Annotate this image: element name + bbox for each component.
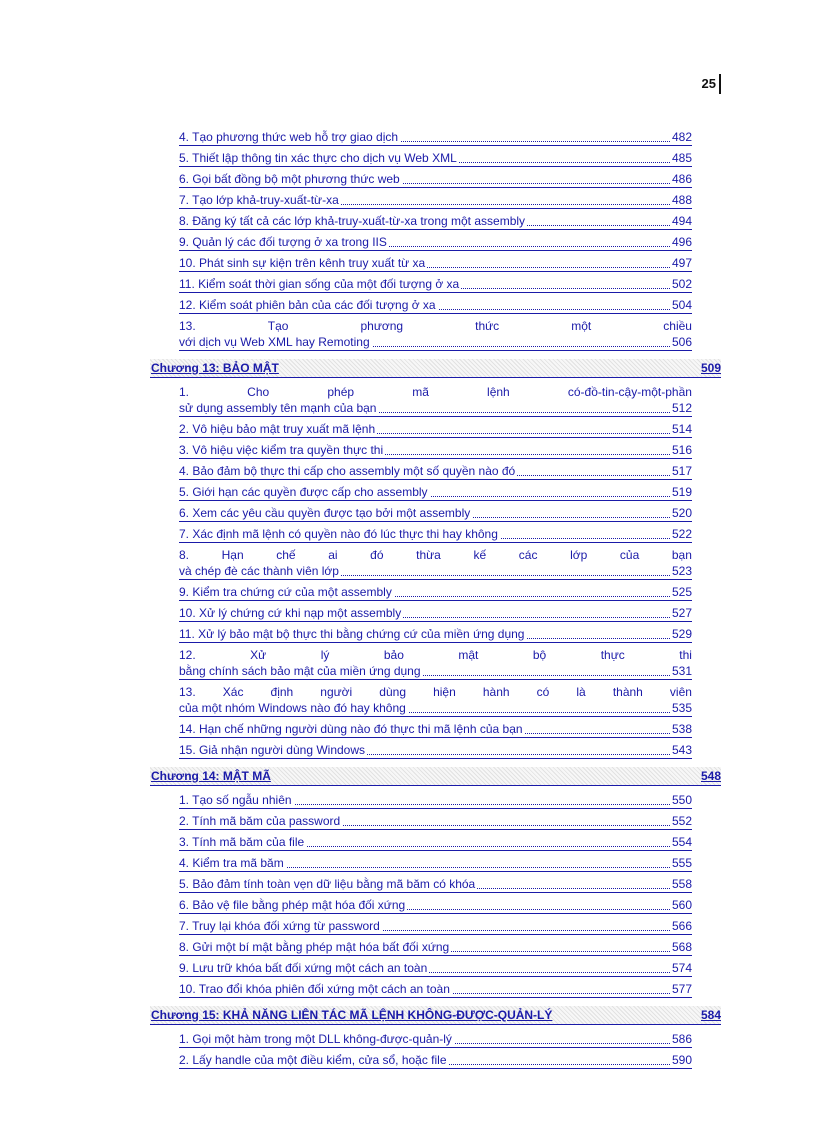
toc-page-number: 566: [671, 919, 692, 933]
toc-word: ai: [328, 548, 338, 562]
toc-word: thành: [612, 685, 643, 699]
toc-word: bảo: [383, 648, 404, 662]
toc-entry[interactable]: [179, 605, 692, 622]
toc-page-number: 574: [671, 961, 692, 975]
chapter-heading[interactable]: [150, 359, 721, 378]
toc-entry-title: 6. Gọi bất đồng bộ một phương thức web: [179, 172, 400, 186]
toc-entry-title: 4. Kiểm tra mã băm: [179, 856, 284, 870]
toc-entry[interactable]: [179, 918, 692, 935]
toc-page-number: 552: [671, 814, 692, 828]
toc-entry-title: 6. Xem các yêu cầu quyền được tạo bởi một assembly: [179, 506, 471, 520]
toc-entry[interactable]: [179, 463, 692, 480]
toc-entry[interactable]: [179, 484, 692, 501]
toc-entry-title: 1. Gọi một hàm trong một DLL không-được-quản-lý: [179, 1032, 452, 1046]
toc-word: Tạo: [267, 319, 289, 333]
toc-entry[interactable]: [179, 276, 692, 293]
table-of-contents: [150, 125, 721, 1069]
toc-page-number: 555: [671, 856, 692, 870]
toc-word: 12.: [179, 648, 196, 662]
toc-word: thức: [475, 319, 500, 333]
toc-entry-title: 9. Lưu trữ khóa bất đối xứng một cách an toàn: [179, 961, 428, 975]
toc-word: các: [518, 548, 538, 562]
toc-entry-second-line: [179, 334, 692, 350]
toc-word: bạn: [671, 548, 692, 562]
toc-page-number: 488: [671, 193, 692, 207]
toc-entry[interactable]: [179, 442, 692, 459]
toc-page-number: 543: [671, 743, 692, 757]
toc-entry-title: 3. Tính mã băm của file: [179, 835, 305, 849]
toc-entry-title: 10. Phát sinh sự kiện trên kênh truy xuất từ xa: [179, 256, 426, 270]
toc-word: Cho: [247, 385, 270, 399]
toc-entry[interactable]: [179, 1052, 692, 1069]
toc-entry-title: 10. Xử lý chứng cứ khi nạp một assembly: [179, 606, 402, 620]
toc-entry[interactable]: [179, 234, 692, 251]
toc-page-number: 504: [671, 298, 692, 312]
toc-entry[interactable]: [179, 505, 692, 522]
chapter-title: Chương 13: BẢO MẬT: [151, 361, 279, 375]
toc-entry[interactable]: [179, 792, 692, 809]
toc-entry[interactable]: [179, 213, 692, 230]
toc-page-number: 486: [671, 172, 692, 186]
toc-word: thừa: [416, 548, 441, 562]
toc-word: hành: [482, 685, 510, 699]
toc-word: 8.: [179, 548, 190, 562]
toc-word: lớp: [570, 548, 588, 562]
toc-page-number: 496: [671, 235, 692, 249]
toc-entry-title: 1. Tạo số ngẫu nhiên: [179, 793, 292, 807]
toc-page-number: 554: [671, 835, 692, 849]
toc-entry-title: của một nhóm Windows nào đó hay không: [179, 701, 406, 715]
toc-entry-second-line: [179, 400, 692, 416]
toc-entry[interactable]: [179, 297, 692, 314]
toc-entry[interactable]: [179, 129, 692, 146]
chapter-page-number: 548: [700, 769, 721, 783]
toc-entry-title: 7. Tạo lớp khả-truy-xuất-từ-xa: [179, 193, 339, 207]
toc-entry[interactable]: [179, 960, 692, 977]
toc-word: thực: [600, 648, 625, 662]
toc-word: mật: [458, 648, 479, 662]
toc-page-number: 522: [671, 527, 692, 541]
toc-page-number: 568: [671, 940, 692, 954]
toc-page-number: 535: [671, 701, 692, 715]
toc-entry[interactable]: [179, 150, 692, 167]
toc-entry[interactable]: [179, 834, 692, 851]
toc-entry[interactable]: [179, 547, 692, 580]
toc-entry-first-line: [179, 547, 692, 563]
toc-page-number: 529: [671, 627, 692, 641]
toc-entry-title: 8. Đăng ký tất cả các lớp khả-truy-xuất-từ-xa trong một assembly: [179, 214, 526, 228]
toc-page-number: 558: [671, 877, 692, 891]
toc-word: 13.: [179, 685, 196, 699]
toc-entry-title: 11. Xử lý bảo mật bộ thực thi bằng chứng cứ của miền ứng dụng: [179, 627, 525, 641]
toc-entry-second-line: [179, 563, 692, 579]
toc-page-number: 506: [671, 335, 692, 349]
toc-word: Xử: [250, 648, 267, 662]
toc-entry-second-line: [179, 663, 692, 679]
toc-entry-title: 2. Vô hiệu bảo mật truy xuất mã lệnh: [179, 422, 376, 436]
toc-word: phép: [327, 385, 355, 399]
toc-entry-title: 14. Hạn chế những người dùng nào đó thực thi mã lệnh của bạn: [179, 722, 523, 736]
toc-entry-title: 15. Giả nhận người dùng Windows: [179, 743, 366, 757]
toc-word: 1.: [179, 385, 190, 399]
toc-word: định: [270, 685, 294, 699]
toc-page-number: 538: [671, 722, 692, 736]
toc-entry[interactable]: [179, 1031, 692, 1048]
toc-entry[interactable]: [179, 526, 692, 543]
page-number-rule: [719, 74, 721, 94]
toc-word: là: [576, 685, 586, 699]
toc-entry[interactable]: [179, 721, 692, 738]
toc-entry-first-line: [179, 384, 692, 400]
toc-word: kế: [473, 548, 487, 562]
toc-entry[interactable]: [179, 626, 692, 643]
toc-word: thi: [679, 648, 692, 662]
toc-entry-title: 5. Giới hạn các quyền được cấp cho assembly: [179, 485, 428, 499]
toc-page-number: 494: [671, 214, 692, 228]
toc-entry-first-line: [179, 318, 692, 334]
toc-entry-title: 2. Tính mã băm của password: [179, 814, 341, 828]
toc-word: đó: [370, 548, 384, 562]
toc-page-number: 523: [671, 564, 692, 578]
toc-page-number: 520: [671, 506, 692, 520]
toc-entry-title: 6. Bảo vệ file bằng phép mật hóa đối xứng: [179, 898, 406, 912]
toc-entry-title: 8. Gửi một bí mật bằng phép mật hóa bất đối xứng: [179, 940, 450, 954]
toc-entry-title: 11. Kiểm soát thời gian sống của một đối tượng ở xa: [179, 277, 460, 291]
toc-page-number: 590: [671, 1053, 692, 1067]
toc-page-number: 531: [671, 664, 692, 678]
chapter-heading[interactable]: [150, 767, 721, 786]
toc-entry-title: 4. Bảo đảm bộ thực thi cấp cho assembly một số quyền nào đó: [179, 464, 516, 478]
toc-word: của: [619, 548, 640, 562]
toc-entry[interactable]: [179, 742, 692, 759]
toc-word: Hạn: [221, 548, 244, 562]
toc-entry[interactable]: [179, 384, 692, 417]
chapter-page-number: 509: [700, 361, 721, 375]
toc-entry-title: 9. Kiểm tra chứng cứ của một assembly: [179, 585, 392, 599]
toc-entry[interactable]: [179, 647, 692, 680]
toc-entry[interactable]: [179, 897, 692, 914]
toc-page-number: 577: [671, 982, 692, 996]
toc-entry-title: 5. Thiết lập thông tin xác thực cho dịch vụ Web XML: [179, 151, 457, 165]
toc-page-number: 517: [671, 464, 692, 478]
toc-word: chế: [276, 548, 296, 562]
toc-entry-first-line: [179, 647, 692, 663]
toc-page-number: 502: [671, 277, 692, 291]
toc-entry[interactable]: [179, 192, 692, 209]
toc-entry[interactable]: [179, 255, 692, 272]
toc-word: mã: [412, 385, 429, 399]
toc-entry-title: 7. Xác định mã lệnh có quyền nào đó lúc thực thi hay không: [179, 527, 498, 541]
toc-entry[interactable]: [179, 421, 692, 438]
toc-entry-title: 9. Quản lý các đối tượng ở xa trong IIS: [179, 235, 387, 249]
toc-entry-first-line: [179, 684, 692, 700]
toc-entry[interactable]: [179, 939, 692, 956]
toc-entry[interactable]: [179, 584, 692, 601]
toc-page-number: 560: [671, 898, 692, 912]
toc-word: dùng: [379, 685, 406, 699]
toc-entry-title: 7. Truy lại khóa đối xứng từ password: [179, 919, 380, 933]
toc-entry[interactable]: [179, 876, 692, 893]
toc-word: lý: [320, 648, 330, 662]
toc-entry-title: sử dụng assembly tên mạnh của bạn: [179, 401, 377, 415]
page-number: 25: [701, 76, 716, 91]
toc-entry-title: 10. Trao đổi khóa phiên đối xứng một cách an toàn: [179, 982, 450, 996]
toc-entry[interactable]: [179, 855, 692, 872]
toc-entry-second-line: [179, 700, 692, 716]
toc-entry-title: 5. Bảo đảm tính toàn vẹn dữ liệu bằng mã băm có khóa: [179, 877, 476, 891]
toc-page-number: 550: [671, 793, 692, 807]
toc-word: 13.: [179, 319, 196, 333]
toc-word: Xác: [222, 685, 244, 699]
toc-page-number: 586: [671, 1032, 692, 1046]
toc-entry-title: bằng chính sách bảo mật của miền ứng dụng: [179, 664, 421, 678]
toc-entry[interactable]: [179, 813, 692, 830]
toc-entry[interactable]: [179, 171, 692, 188]
toc-word: chiều: [663, 319, 692, 333]
toc-word: có: [536, 685, 550, 699]
chapter-title: Chương 14: MẬT MÃ: [151, 769, 271, 783]
toc-entry-title: và chép đè các thành viên lớp: [179, 564, 339, 578]
toc-entry-title: 4. Tạo phương thức web hỗ trợ giao dịch: [179, 130, 399, 144]
toc-word: một: [571, 319, 592, 333]
toc-page-number: 527: [671, 606, 692, 620]
toc-page-number: 497: [671, 256, 692, 270]
toc-entry[interactable]: [179, 981, 692, 998]
toc-word: phương: [360, 319, 404, 333]
toc-word: có-đồ-tin-cậy-một-phần: [567, 385, 692, 399]
toc-page-number: 519: [671, 485, 692, 499]
toc-page-number: 516: [671, 443, 692, 457]
chapter-heading[interactable]: [150, 1006, 721, 1025]
toc-entry[interactable]: [179, 318, 692, 351]
toc-page-number: 525: [671, 585, 692, 599]
toc-entry-title: 12. Kiểm soát phiên bản của các đối tượng ở xa: [179, 298, 436, 312]
toc-entry-title: 3. Vô hiệu việc kiểm tra quyền thực thi: [179, 443, 384, 457]
toc-word: hiện: [433, 685, 456, 699]
chapter-title: Chương 15: KHẢ NĂNG LIÊN TÁC MÃ LỆNH KHÔNG-ĐƯỢC-QUẢN-LÝ: [151, 1008, 553, 1022]
toc-page-number: 514: [671, 422, 692, 436]
toc-word: lệnh: [487, 385, 510, 399]
toc-page-number: 485: [671, 151, 692, 165]
toc-word: viên: [669, 685, 692, 699]
toc-entry-title: 2. Lấy handle của một điều kiểm, cửa sổ, hoặc file: [179, 1053, 447, 1067]
toc-word: người: [320, 685, 353, 699]
toc-entry-title: với dịch vụ Web XML hay Remoting: [179, 335, 370, 349]
toc-entry[interactable]: [179, 684, 692, 717]
toc-word: bộ: [532, 648, 547, 662]
chapter-page-number: 584: [700, 1008, 721, 1022]
toc-page-number: 482: [671, 130, 692, 144]
toc-page-number: 512: [671, 401, 692, 415]
